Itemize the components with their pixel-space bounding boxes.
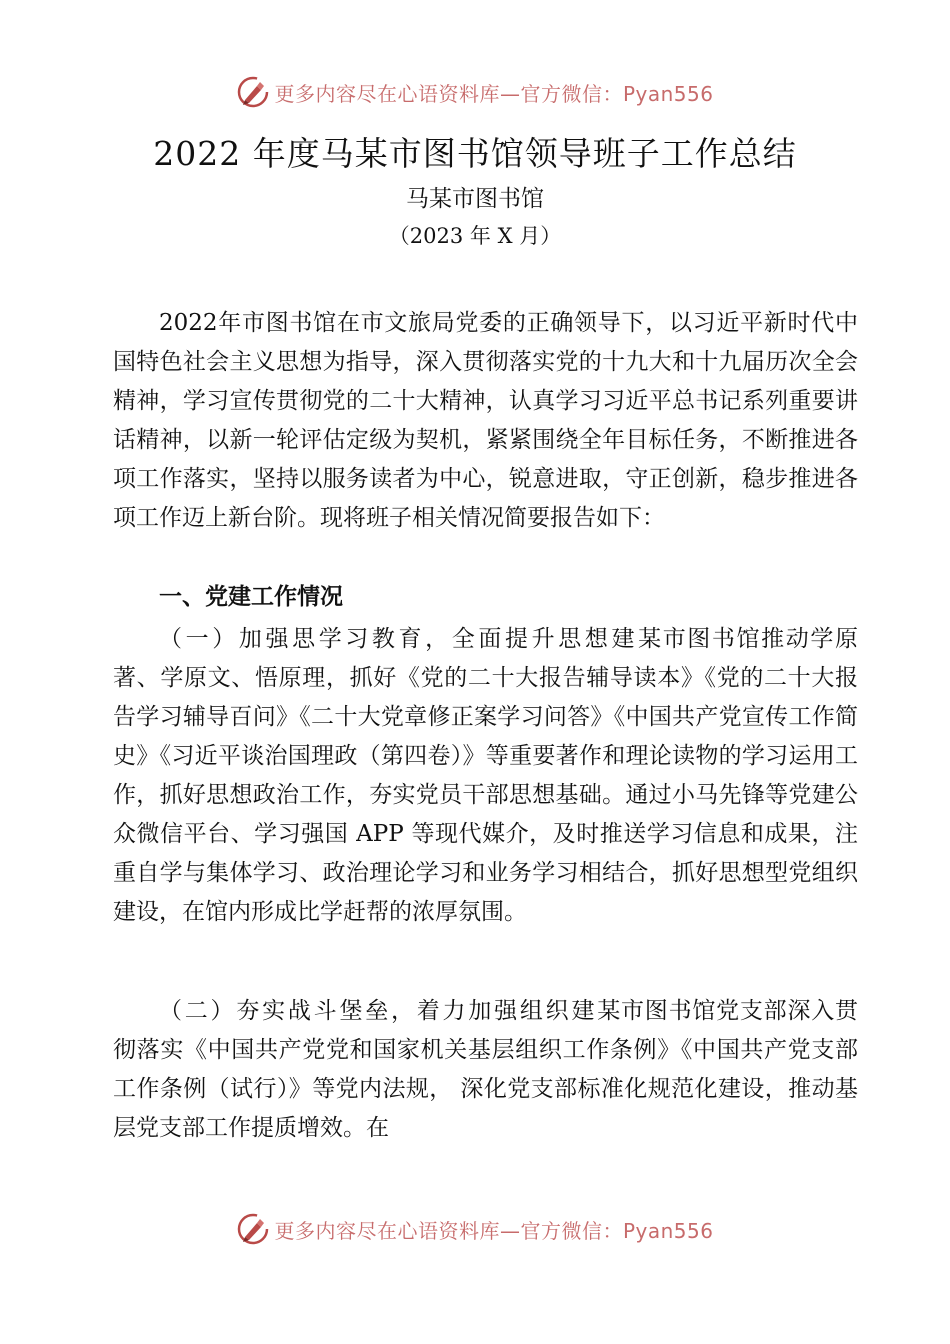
document-date: （2023 年 X 月） (388, 224, 562, 248)
paragraph-2-body: 某市图书馆党支部深入贯彻落实《中国共产党党和国家机关基层组织工作条例》《中国共产党支部工作条例（试行）》等党内法规， 深化党支部标准化规范化建设，推动基层党支部工作提质增效。在 (113, 998, 859, 1141)
paragraph-2 (113, 992, 858, 1148)
pen-logo-icon (236, 1212, 270, 1246)
banner-text: 更多内容尽在心语资料库—官方微信：Pyan556 (274, 81, 714, 106)
pen-logo-icon (236, 75, 270, 109)
paragraph-1 (113, 620, 858, 932)
intro-paragraph: 2022年市图书馆在市文旅局党委的正确领导下，以习近平新时代中国特色社会主义思想为指导，深入贯彻落实党的十九大和十九届历次全会精神，学习宣传贯彻党的二十大精神，认真学习习近平总书记系列重要讲话精神，以新一轮评估定级为契机，紧紧围绕全年目标任务，不断推进各项工作落实，坚持以服务读者为中心，锐意进取，守正创新，稳步推进各项工作迈上新台阶。现将班子相关情况简要报告如下： (113, 310, 858, 531)
paragraph-1-body: 某市图书馆推动学原著、学原文、悟原理，抓好《党的二十大报告辅导读本》《党的二十大报告学习辅导百问》《二十大党章修正案学习问答》《中国共产党宣传工作简史》《习近平谈治国理政（第四卷）》等重要著作和理论读物的学习运用工作，抓好思想政治工作，夯实党员干部思想基础。通过小马先锋等党建公众微信平台、学习强国 APP 等现代媒介，及时推送学习信息和成果，注重自学与集体学习、政治理论学习和业务学习相结合，抓好思想型党组织建设，在馆内形成比学赶帮的浓厚氛围。 (113, 626, 859, 925)
document-subtitle: 马某市图书馆 (406, 186, 544, 212)
document-title: 2022 年度马某市图书馆领导班子工作总结 (153, 134, 797, 173)
section-heading: 一、党建工作情况 (159, 584, 343, 610)
banner-text: 更多内容尽在心语资料库—官方微信：Pyan556 (274, 1218, 714, 1243)
paragraph-1-lead: （一）加强思学习教育，全面提升思想建 (159, 626, 639, 652)
footer-watermark-banner (0, 1207, 950, 1251)
paragraph-2-lead: （二）夯实战斗堡垒，着力加强组织建 (159, 998, 598, 1024)
header-watermark-banner (0, 70, 950, 114)
